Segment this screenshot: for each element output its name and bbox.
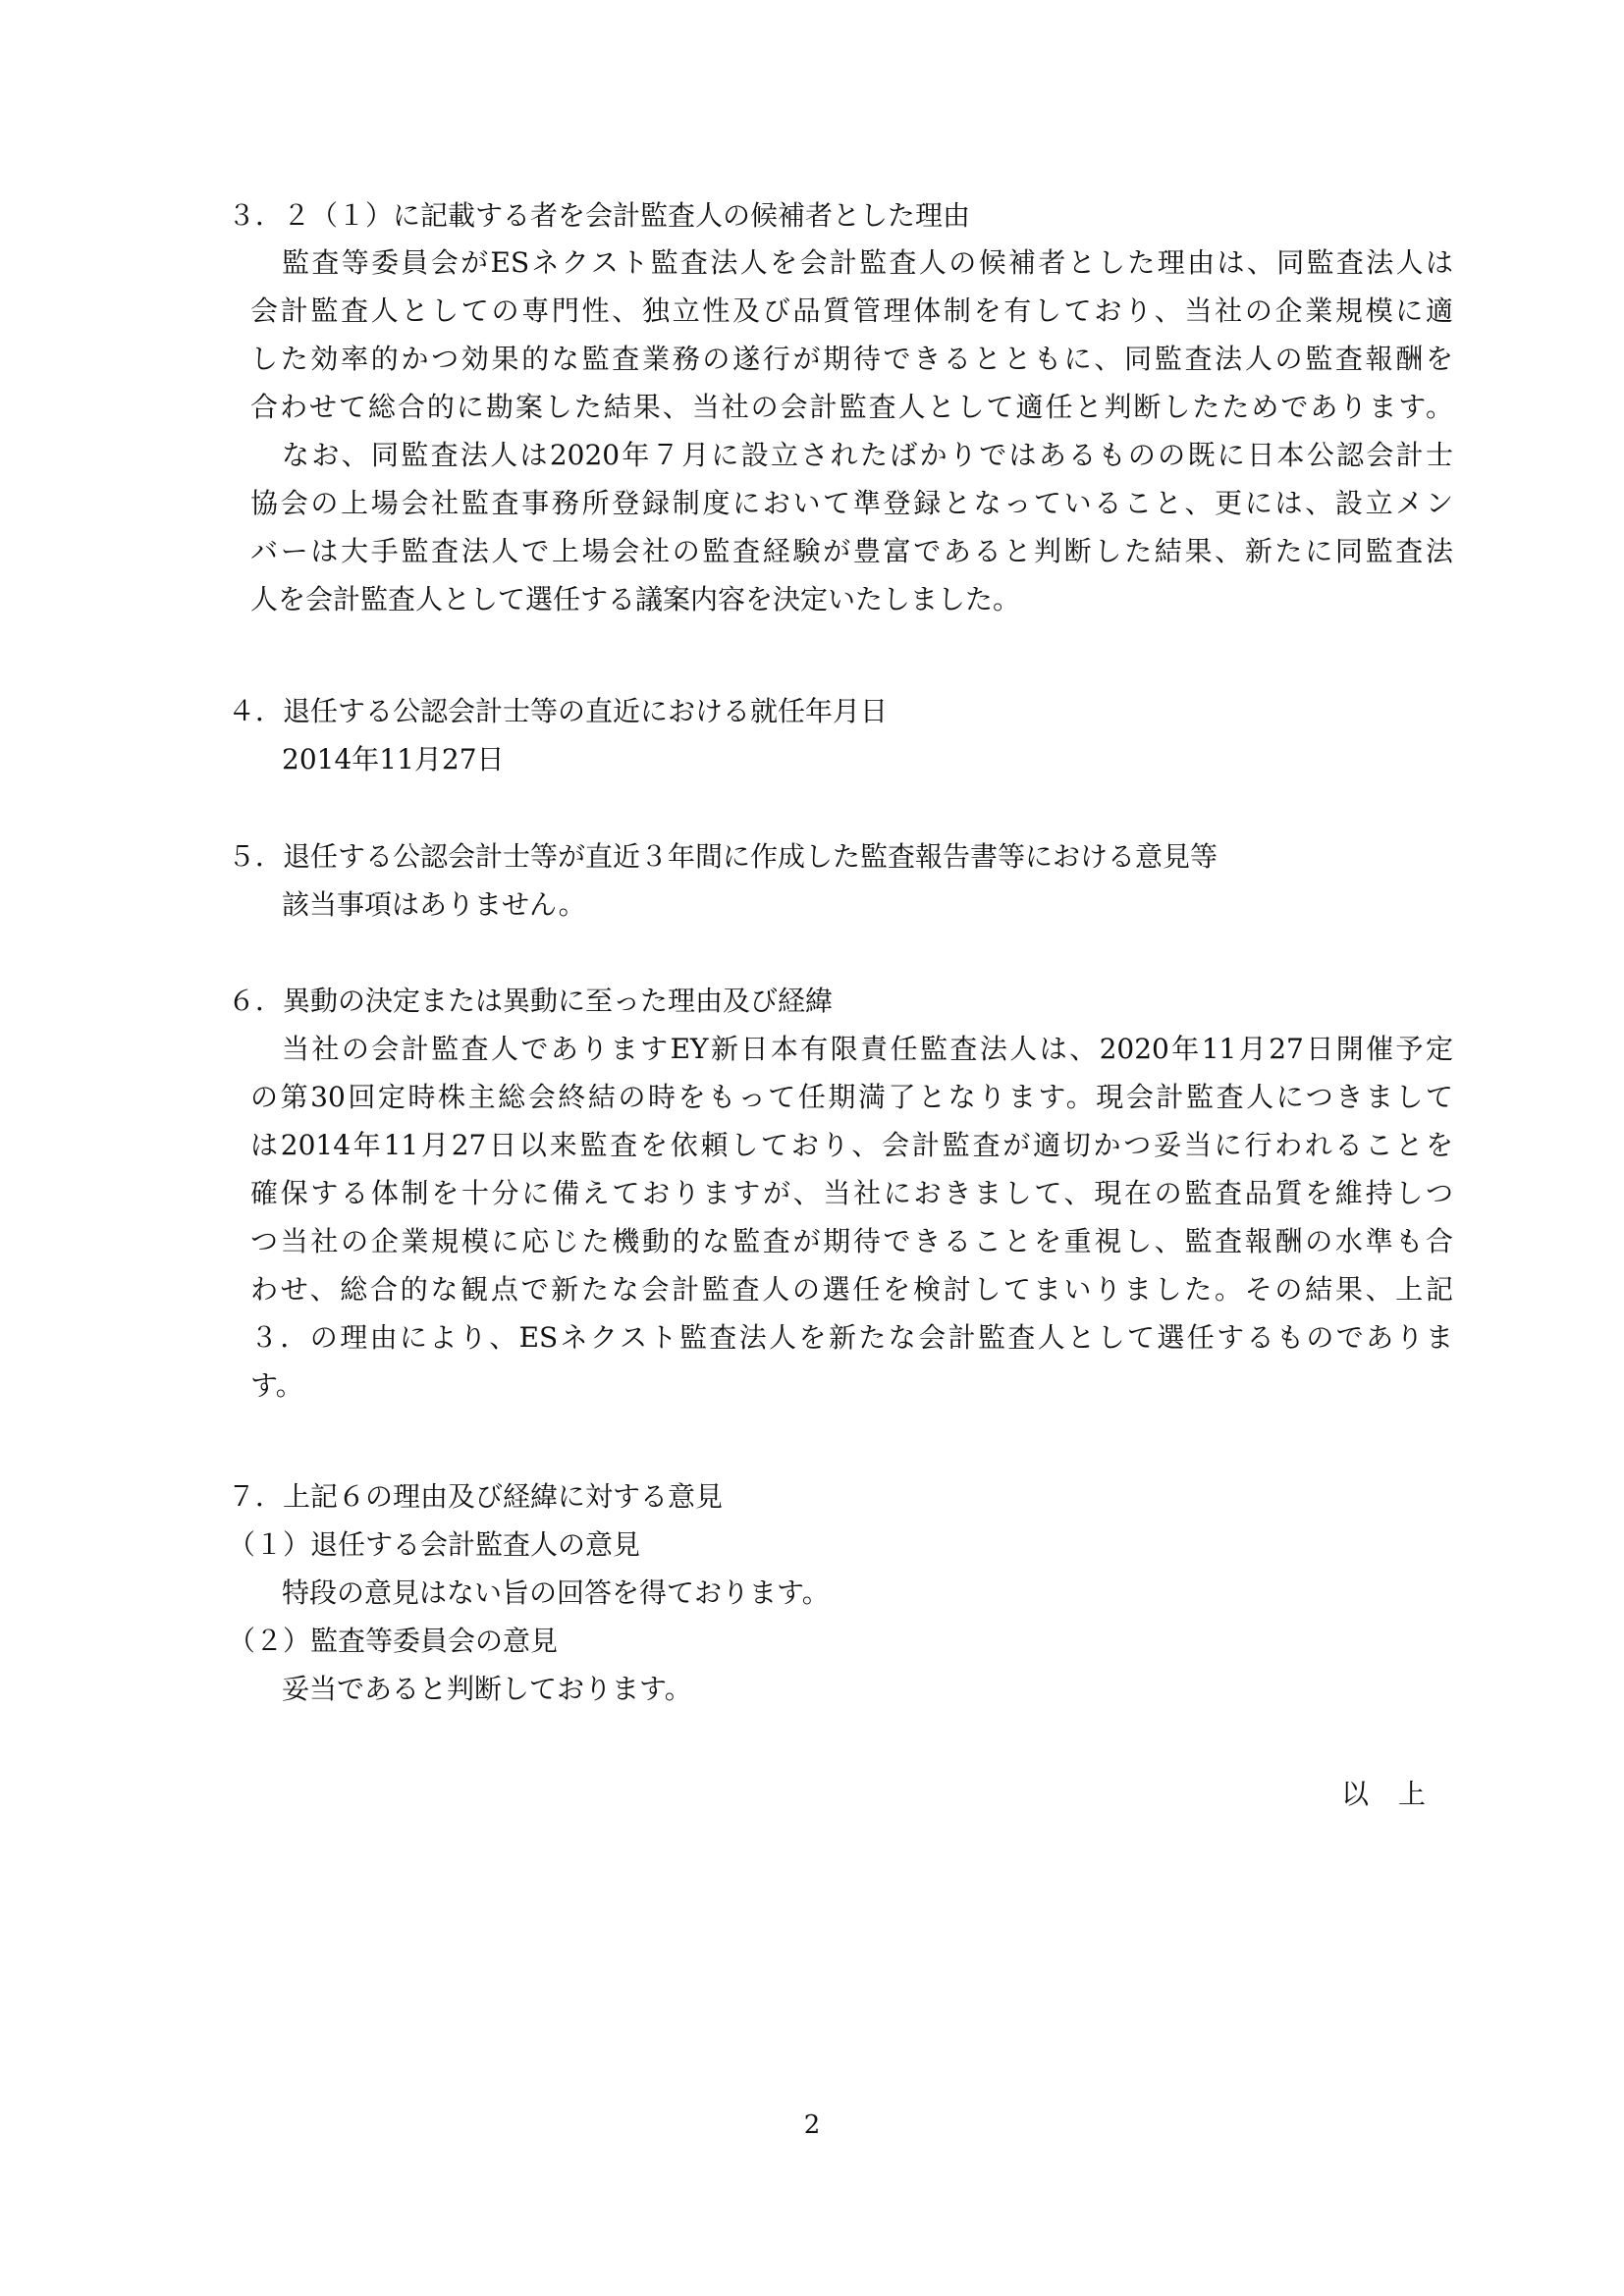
section-5-value: 該当事項はありません。 <box>282 888 586 921</box>
section-6-para-line: 確保する体制を十分に備えておりますが、当社におきまして、現在の監査品質を維持しつ <box>250 1177 1453 1209</box>
section-3-para1-line: 合わせて総合的に勘案した結果、当社の会計監査人として適任と判断したためであります。 <box>250 391 1453 423</box>
section-6-para-line: す。 <box>250 1369 303 1402</box>
section-6-para-line: つ当社の企業規模に応じた機動的な監査が期待できることを重視し、監査報酬の水準も合 <box>250 1225 1453 1257</box>
section-4-value: 2014年11月27日 <box>282 743 505 775</box>
section-3-heading: ３．２（１）に記載する者を会計監査人の候補者とした理由 <box>228 199 971 232</box>
section-6-para-line: わせ、総合的な観点で新たな会計監査人の選任を検討してまいりました。その結果、上記 <box>250 1273 1453 1306</box>
section-7-heading: ７．上記６の理由及び経緯に対する意見 <box>228 1480 724 1513</box>
section-6-para-line: の第30回定時株主総会終結の時をもって任期満了となります。現会計監査人につきまして <box>250 1081 1453 1113</box>
section-7-sub2-heading: （２）監査等委員会の意見 <box>228 1625 559 1657</box>
section-3-para2-line: 人を会計監査人として選任する議案内容を決定いたしました。 <box>250 583 1021 615</box>
section-3-para2-line: 協会の上場会社監査事務所登録制度において準登録となっていること、更には、設立メン <box>250 487 1453 519</box>
section-7-sub2-value: 妥当であると判断しております。 <box>282 1673 692 1705</box>
section-3-para1-line: した効率的かつ効果的な監査業務の遂行が期待できるとともに、同監査法人の監査報酬を <box>250 343 1453 375</box>
section-3-para1-line: 会計監査人としての専門性、独立性及び品質管理体制を有しており、当社の企業規模に適 <box>250 294 1453 327</box>
section-6-heading: ６．異動の決定または異動に至った理由及び経緯 <box>228 985 834 1017</box>
section-3-para2-line: なお、同監査法人は2020年７月に設立されたばかりではあるものの既に日本公認会計士 <box>282 439 1453 471</box>
section-6-para-line: ３．の理由により、ESネクスト監査法人を新たな会計監査人として選任するものでありま <box>250 1321 1453 1354</box>
section-5-heading: ５．退任する公認会計士等が直近３年間に作成した監査報告書等における意見等 <box>228 840 1218 873</box>
section-7-sub1-value: 特段の意見はない旨の回答を得ております。 <box>282 1576 830 1609</box>
section-3-para1-line: 監査等委員会がESネクスト監査法人を会計監査人の候補者とした理由は、同監査法人は <box>282 246 1453 279</box>
page-number: 2 <box>803 2110 821 2140</box>
section-6-para-line: 当社の会計監査人でありますEY新日本有限責任監査法人は、2020年11月27日開催予定 <box>282 1033 1453 1065</box>
closing-mark: 以上 <box>1340 1778 1455 1810</box>
section-6-para-line: は2014年11月27日以来監査を依頼しており、会計監査が適切かつ妥当に行われることを <box>250 1129 1453 1161</box>
section-7-sub1-heading: （１）退任する会計監査人の意見 <box>228 1528 641 1561</box>
section-3-para2-line: バーは大手監査法人で上場会社の監査経験が豊富であると判断した結果、新たに同監査法 <box>250 535 1453 567</box>
section-4-heading: ４．退任する公認会計士等の直近における就任年月日 <box>228 695 889 727</box>
